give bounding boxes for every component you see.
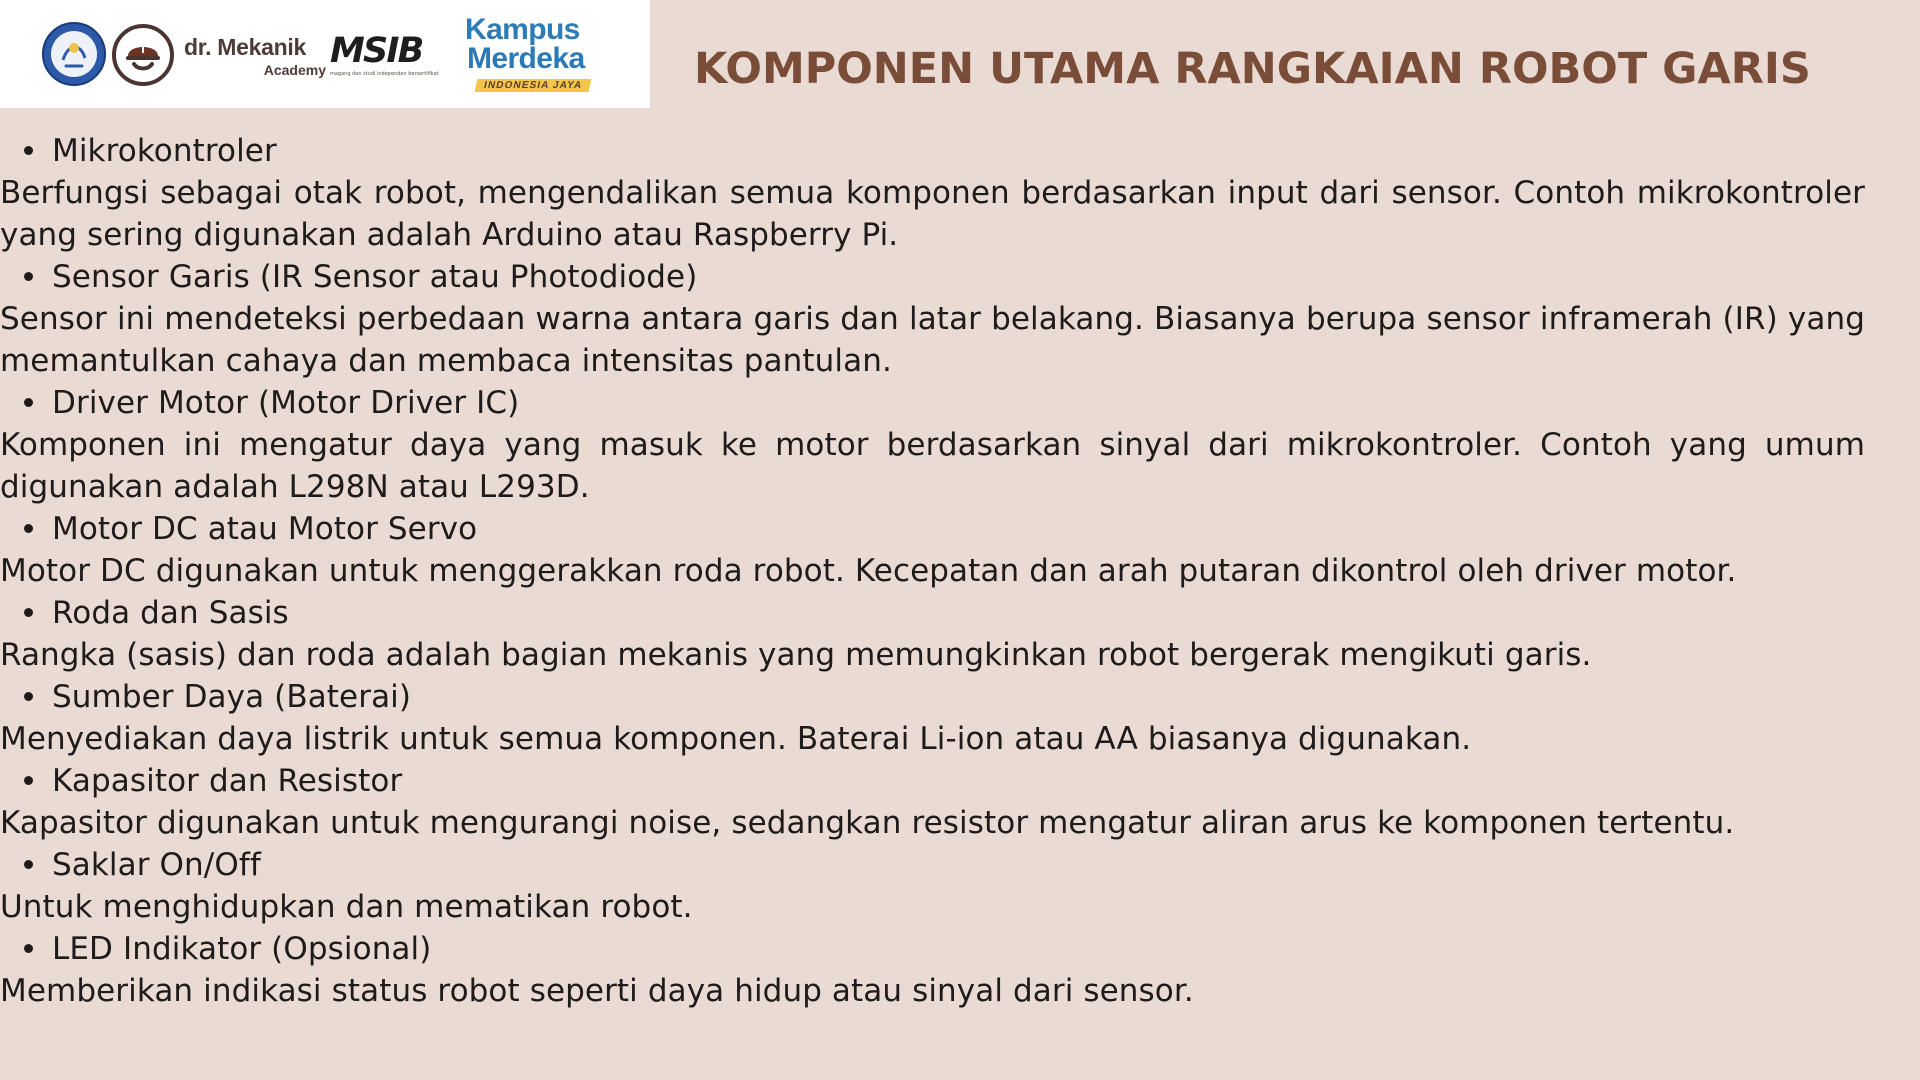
- list-item: [0, 508, 1865, 592]
- mechanic-helmet-logo-icon: [110, 22, 176, 88]
- item-heading: Roda dan Sasis: [0, 592, 1865, 634]
- kampus-badge: INDONESIA JAYA: [475, 79, 592, 92]
- item-description: Komponen ini mengatur daya yang masuk ke motor berdasarkan sinyal dari mikrokontroler. Contoh yang umum digunakan adalah L298N atau L293D.: [0, 427, 1865, 505]
- list-item: [0, 256, 1865, 382]
- list-item: [0, 760, 1865, 844]
- brand-title: dr. Mekanik: [184, 34, 306, 60]
- item-description: Untuk menghidupkan dan mematikan robot.: [0, 889, 693, 925]
- item-description: Berfungsi sebagai otak robot, mengendalikan semua komponen berdasarkan input dari sensor. Contoh mikrokontroler yang sering digunakan adalah Arduino atau Raspberry Pi.: [0, 175, 1865, 253]
- item-description: Motor DC digunakan untuk menggerakkan roda robot. Kecepatan dan arah putaran dikontrol oleh driver motor.: [0, 553, 1737, 589]
- list-item: [0, 676, 1865, 760]
- list-item: [0, 382, 1865, 508]
- item-heading: Kapasitor dan Resistor: [0, 760, 1865, 802]
- item-heading: Sumber Daya (Baterai): [0, 676, 1865, 718]
- page-title: KOMPONEN UTAMA RANGKAIAN ROBOT GARIS: [694, 44, 1811, 94]
- components-list: [0, 130, 1865, 1012]
- tut-wuri-handayani-logo-icon: [40, 20, 108, 88]
- item-description: Sensor ini mendeteksi perbedaan warna antara garis dan latar belakang. Biasanya berupa sensor inframerah (IR) yang memantulkan cahaya dan membaca intensitas pantulan.: [0, 301, 1865, 379]
- kampus-merdeka-logo: [465, 13, 605, 91]
- kampus-line1: Kampus: [465, 13, 580, 46]
- item-heading: Saklar On/Off: [0, 844, 1865, 886]
- item-heading: Sensor Garis (IR Sensor atau Photodiode): [0, 256, 1865, 298]
- list-item: [0, 592, 1865, 676]
- list-item: [0, 844, 1865, 928]
- item-description: Memberikan indikasi status robot seperti daya hidup atau sinyal dari sensor.: [0, 973, 1194, 1009]
- item-heading: LED Indikator (Opsional): [0, 928, 1865, 970]
- item-description: Kapasitor digunakan untuk mengurangi noise, sedangkan resistor mengatur aliran arus ke komponen tertentu.: [0, 805, 1735, 841]
- dr-mekanik-brand: [184, 36, 326, 84]
- list-item: [0, 928, 1865, 1012]
- item-heading: Mikrokontroler: [0, 130, 1865, 172]
- list-item: [0, 130, 1865, 256]
- item-description: Menyediakan daya listrik untuk semua komponen. Baterai Li-ion atau AA biasanya digunakan.: [0, 721, 1472, 757]
- msib-tagline: magang dan studi independen bersertifikat: [330, 71, 439, 77]
- msib-name: MSIB: [330, 31, 423, 71]
- item-description: Rangka (sasis) dan roda adalah bagian mekanis yang memungkinkan robot bergerak mengikuti garis.: [0, 637, 1592, 673]
- brand-subtitle: Academy: [263, 62, 326, 78]
- msib-logo: [330, 31, 466, 82]
- kampus-line2: Merdeka: [467, 41, 585, 75]
- item-heading: Motor DC atau Motor Servo: [0, 508, 1865, 550]
- logo-strip: [0, 0, 650, 108]
- item-heading: Driver Motor (Motor Driver IC): [0, 382, 1865, 424]
